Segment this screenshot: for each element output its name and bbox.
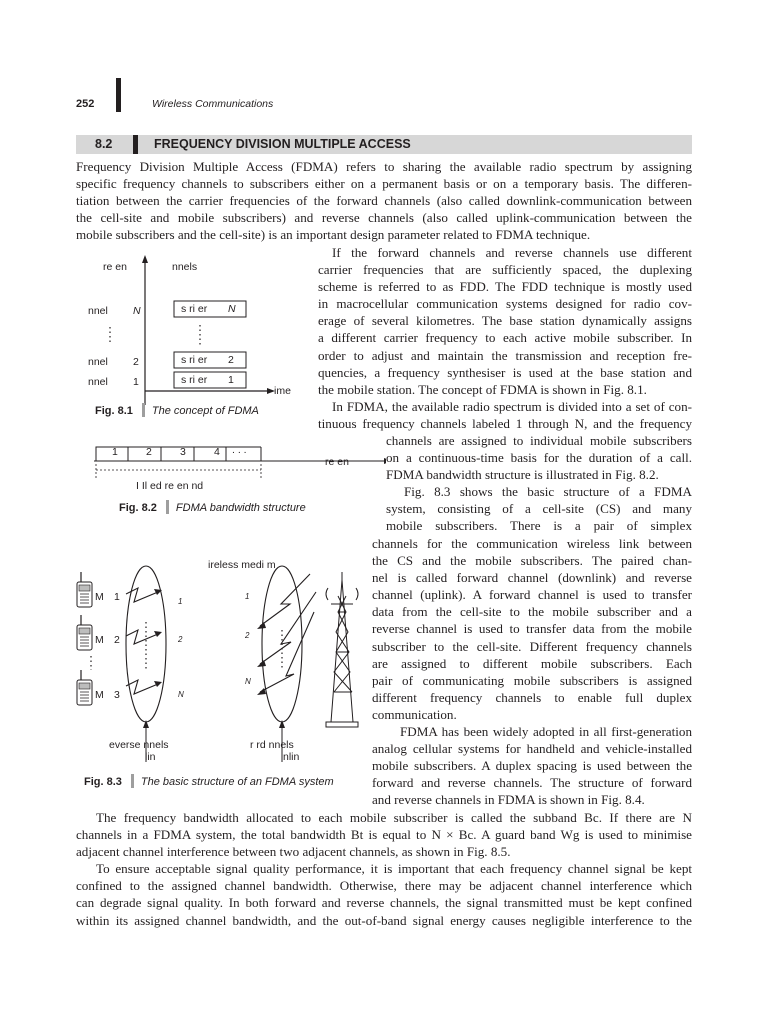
text-line: and reverse channels in FDMA is shown in Fig. 8.4. [372,792,645,808]
fig81-diagram [76,255,316,425]
intro-paragraph [76,158,692,243]
text-line: Fig. 8.3 shows the basic structure of a FDMA [404,484,692,500]
text-line: mobile subscribers. A duplex spacing is used between the [372,758,692,774]
text-line: Frequency Division Multiple Access (FDMA) refers to sharing the available radio spectrum by assigning [76,159,692,174]
text-line: different frequency channels to enable full duplex [372,689,692,705]
fig81-time-label: ime [274,385,291,397]
fig83-caption [84,774,334,788]
fig82-caption-label: Fig. 8.2 [119,502,157,514]
fig83-reverse-label: lin [145,751,156,763]
mobile-phone-icon [77,670,92,705]
section-number: 8.2 [95,137,113,151]
fig83-reverse-label: everse nnels [109,739,169,751]
fig83-forward-channel-index: 2 [245,631,250,640]
text-line: communication. [372,706,457,722]
figure-8-2 [76,440,386,500]
cell-tower-icon [326,572,358,727]
fig81-channel-index: 2 [133,356,139,368]
text-line: quencies, a frequency synthesiser is used at the base station and [318,364,692,380]
fig83-forward-label: nlin [283,751,300,763]
fig81-axis-label: nnels [172,261,198,273]
fig81-caption-label: Fig. 8.1 [95,405,133,417]
fig81-channel-label: nnel [88,376,108,388]
text-line: forward and reverse channels. The structure of forward [372,775,692,791]
fig82-caption [119,500,306,514]
fig81-channel-index: 1 [133,376,139,388]
header-rule [116,78,121,112]
text-line: carrier frequencies that are sufficiently spaced, the duplexing [318,262,692,278]
fig83-forward-channel-index: 1 [245,592,250,601]
fig82-diagram [76,440,386,500]
fig83-forward-channel-index: N [245,677,251,686]
text-line: analog cellular systems for handheld and vehicle-installed [372,741,692,757]
text-line: erage of several kilometres. The base station dynamically assigns [318,313,692,329]
figure-8-1 [76,255,316,425]
text-line: pair of communicating mobile subscribers is assigned [372,672,692,688]
text-line: scheme is referred to as FDD. The FDD technique is mostly used [318,279,692,295]
text-line: data from the cell-site to the mobile subscriber and a [372,604,692,620]
column-text-fdma-structure [372,535,692,809]
fig82-channel-number: 4 [214,446,220,458]
text-line: subscriber to the cell-site. Different frequency channels [372,638,692,654]
text-line: a different carrier frequency to each active mobile subscriber. In [318,330,692,346]
fig81-caption-text: The concept of FDMA [151,405,259,417]
fig81-carrier-index: 2 [228,354,234,366]
text-line: in macrocellular communication systems designed for radio cov- [318,296,692,312]
fig83-medium-label: ireless medi m [208,559,276,571]
fig81-channel-label: nnel [88,305,108,317]
text-line: system, consisting of a cell-site (CS) and many [386,501,692,517]
fig81-channel-label: nnel [88,356,108,368]
fig83-reverse-channel-index: 1 [178,597,183,606]
reverse-channel-ellipse [126,566,166,722]
fig83-mobile-number: 3 [114,689,120,701]
text-line: tiation between the carrier frequencies of the forward channels (also called downlink-communication between [76,193,692,209]
text-line: mobile subscribers and the cell-site) is an important design parameter related to FDMA technique. [76,227,591,243]
text-line: the mobile station. The concept of FDMA is shown in Fig. 8.1. [318,381,647,397]
caption-bar [166,500,169,514]
fig83-diagram [76,552,372,770]
fig81-axis-label: re en [103,261,127,273]
fig81-carrier-label: s ri er [181,303,208,315]
fig82-channel-number: 2 [146,446,152,458]
column-text-continuation [318,415,692,432]
fig83-mobile-label: M [95,689,104,701]
text-line: the CS and the mobile subscribers. The paired chan- [372,553,692,569]
fig81-carrier-index: 1 [228,374,234,386]
running-title: Wireless Communications [152,98,274,110]
text-line: In FDMA, the available radio spectrum is divided into a set of con- [332,398,692,414]
fig82-channel-number: 1 [112,446,118,458]
text-line: are assigned to different mobile subscribers. Each [372,655,692,671]
fig83-mobile-number: 1 [114,591,120,603]
column-text-fdd [318,244,692,415]
section-title: FREQUENCY DIVISION MULTIPLE ACCESS [154,137,411,151]
text-line: channel (uplink). A forward channel is used to transfer [372,587,692,603]
fig81-carrier-index: N [228,303,236,315]
fig82-channel-number: 3 [180,446,186,458]
text-line: adjacent channel interference between two adjacent channels, as shown in Fig. 8.5. [76,844,511,860]
fig83-mobile-number: 2 [114,634,120,646]
fig82-axis-arrowhead [384,458,386,464]
downlink-signal [260,574,316,692]
figure-8-3 [76,552,372,770]
fig83-caption-text: The basic structure of an FDMA system [140,776,334,788]
text-line: within its assigned channel bandwidth, and the out-of-band signal energy causes negligible interference to the [76,912,692,928]
text-line: order to adjust and maintain the transmission and reception fre- [318,347,692,363]
text-line: specific frequency channels to subscribers either on a permanent basis or on a temporary basis. The differen- [76,176,692,192]
text-line: To ensure acceptable signal quality performance, it is important that each frequency channel signal be kept [96,861,692,877]
text-line: the cell-site and mobile subscribers) and reverse channels (also called uplink-communication between the [76,210,692,226]
fig83-reverse-channel-index: 2 [178,635,183,644]
mobile-phone-icon [77,572,92,607]
text-line: can degrade signal quality. In both forward and reverse channels, the signal transmitted must be kept confined [76,895,692,911]
text-line: channels are assigned to individual mobile subscribers [386,433,692,448]
column-text-bandwidth [386,432,692,535]
text-line: tinuous frequency channels labeled 1 through N, and the frequency [318,416,692,431]
text-line: channels in a FDMA system, the total bandwidth Bt is equal to N × Bc. A guard band Wg is used to minimise [76,827,692,843]
text-line: The frequency bandwidth allocated to each mobile subscriber is called the subband Bc. If there are N [96,810,692,825]
bottom-paragraphs [76,809,692,929]
fig81-channel-index: N [133,305,141,317]
fig83-mobile-label: M [95,634,104,646]
caption-bar [142,403,145,417]
text-line: channels for the communication wireless link between [372,536,692,551]
fig81-carrier-label: s ri er [181,354,208,366]
fig83-caption-label: Fig. 8.3 [84,776,122,788]
text-line: FDMA bandwidth structure is illustrated in Fig. 8.2. [386,467,659,483]
uplink-arrowheads [154,589,162,687]
text-line: reverse channel is used to transfer data from the mobile [372,621,692,637]
fig82-bandwidth-label: I Il ed re en nd [136,480,204,492]
page-number: 252 [76,98,95,110]
mobile-phone-icon [77,615,92,650]
fig82-caption-text: FDMA bandwidth structure [175,502,306,514]
fig81-carrier-label: s ri er [181,374,208,386]
fig81-caption [95,403,259,417]
text-line: mobile subscribers. There is a pair of simplex [386,518,692,534]
text-line: confined to the assigned channel bandwidth. Otherwise, there may be adjacent channel interference which [76,878,692,894]
text-line: FDMA has been widely adopted in all first-generation [400,724,692,740]
fig82-ellipsis: . . . [232,444,247,456]
text-line: on a continuous-time basis for the duration of a call. [386,450,692,466]
fig83-reverse-channel-index: N [178,690,184,699]
text-line: nel is called forward channel (downlink) and reverse [372,570,692,586]
fig83-forward-label: r rd nnels [250,739,294,751]
fig81-y-arrowhead [142,255,148,263]
uplink-signal [126,588,158,694]
fig82-frequency-label: re en [325,456,349,468]
text-line: If the forward channels and reverse channels use different [332,245,692,260]
fig83-mobile-label: M [95,591,104,603]
caption-bar [131,774,134,788]
section-heading-bar [133,135,138,154]
